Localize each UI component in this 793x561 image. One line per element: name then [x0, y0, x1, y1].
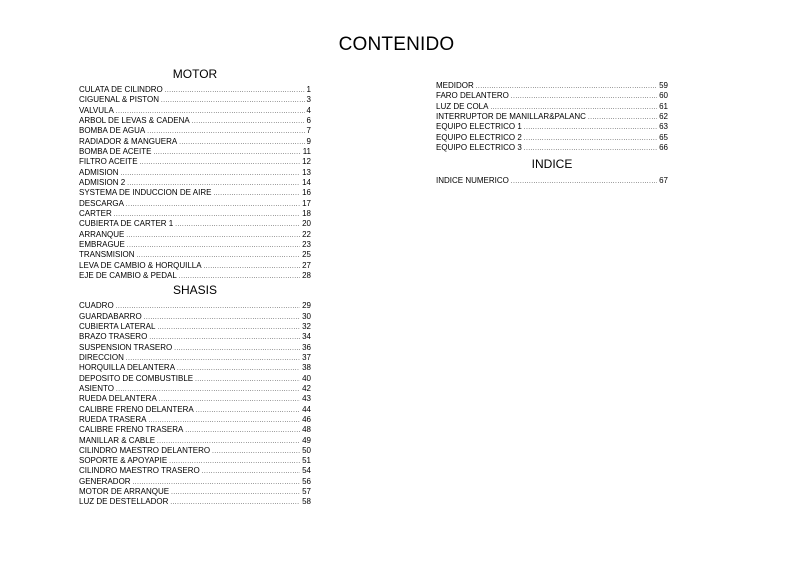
toc-entry-page-number: 17 [302, 198, 311, 208]
toc-entry-page-number: 7 [306, 126, 311, 136]
toc-entry[interactable] [79, 322, 311, 332]
toc-entry[interactable] [79, 374, 311, 384]
toc-entry[interactable] [79, 301, 311, 311]
dot-leader [511, 177, 657, 186]
dot-leader [490, 103, 657, 112]
toc-list [436, 176, 668, 186]
toc-right-column [436, 81, 668, 187]
toc-entry[interactable] [79, 384, 311, 394]
toc-entry-label: DEPOSITO DE COMBUSTIBLE [79, 373, 194, 383]
toc-entry[interactable] [79, 446, 311, 456]
toc-entry-label: MOTOR DE ARRANQUE [79, 487, 170, 497]
toc-entry[interactable] [79, 394, 311, 404]
toc-entry-label: CALIBRE FRENO TRASERA [79, 425, 184, 435]
dot-leader [121, 169, 301, 178]
toc-entry[interactable] [436, 176, 668, 186]
toc-entry[interactable] [79, 126, 311, 136]
dot-leader [212, 447, 300, 456]
dot-leader [174, 344, 300, 353]
toc-entry-page-number: 14 [302, 177, 311, 187]
toc-entry[interactable] [436, 112, 668, 122]
toc-entry-page-number: 13 [302, 167, 311, 177]
toc-entry-page-number: 6 [306, 115, 311, 125]
toc-entry-label: CILINDRO MAESTRO DELANTERO [79, 445, 211, 455]
page-title: CONTENIDO [338, 34, 455, 55]
toc-entry[interactable] [79, 168, 311, 178]
dot-leader [196, 406, 300, 415]
dot-leader [147, 127, 304, 136]
toc-entry-label: CUBIERTA LATERAL [79, 321, 156, 331]
toc-entry[interactable] [79, 363, 311, 373]
toc-entry-page-number: 66 [659, 142, 668, 152]
section-heading-motor: MOTOR [172, 67, 218, 81]
toc-entry[interactable] [436, 81, 668, 91]
toc-entry-label: VALVULA [79, 105, 114, 115]
dot-leader [524, 123, 657, 132]
toc-entry[interactable] [436, 122, 668, 132]
toc-entry-page-number: 23 [302, 239, 311, 249]
toc-entry-page-number: 43 [302, 394, 311, 404]
toc-entry-page-number: 62 [659, 111, 668, 121]
toc-entry-page-number: 60 [659, 91, 668, 101]
toc-entry-label: CALIBRE FRENO DELANTERA [79, 404, 194, 414]
toc-entry-label: CUADRO [79, 301, 114, 311]
toc-entry-label: EQUIPO ELECTRICO 1 [436, 122, 522, 132]
toc-entry-label: MEDIDOR [436, 81, 474, 90]
toc-entry[interactable] [79, 106, 311, 116]
toc-entry-label: SOPORTE & APOYAPIE [79, 456, 168, 466]
toc-entry-label: SYSTEMA DE INDUCCION DE AIRE [79, 188, 212, 198]
toc-entry-page-number: 22 [302, 229, 311, 239]
toc-entry[interactable] [79, 147, 311, 157]
dot-leader [202, 467, 300, 476]
dot-leader [179, 272, 300, 281]
toc-entry-label: LUZ DE DESTELLADOR [79, 497, 169, 507]
toc-entry-page-number: 36 [302, 342, 311, 352]
toc-entry-label: MANILLAR & CABLE [79, 435, 156, 445]
toc-entry-label: GUARDABARRO [79, 311, 142, 321]
dot-leader [133, 478, 301, 487]
toc-entry-label: ARBOL DE LEVAS & CADENA [79, 115, 190, 125]
toc-entry[interactable] [79, 353, 311, 363]
toc-entry-page-number: 57 [302, 487, 311, 497]
section-heading-shasis: SHASIS [172, 283, 217, 298]
toc-entry-label: CARTER [79, 208, 112, 218]
toc-entry-label: ASIENTO [79, 383, 114, 393]
toc-entry-page-number: 46 [302, 414, 311, 424]
toc-entry[interactable] [79, 178, 311, 188]
toc-entry[interactable] [79, 405, 311, 415]
toc-entry-page-number: 1 [306, 85, 311, 94]
dot-leader [171, 488, 300, 497]
toc-entry[interactable] [79, 436, 311, 446]
toc-entry-page-number: 30 [302, 311, 311, 321]
toc-entry-page-number: 32 [302, 321, 311, 331]
toc-entry-label: ADMISION [79, 167, 119, 177]
toc-entry[interactable] [79, 157, 311, 167]
toc-list [79, 301, 311, 508]
toc-entry-label: DESCARGA [79, 198, 124, 208]
dot-leader [116, 385, 300, 394]
dot-leader [159, 395, 300, 404]
toc-entry[interactable] [79, 415, 311, 425]
toc-entry-label: HORQUILLA DELANTERA [79, 363, 176, 373]
toc-entry[interactable] [436, 102, 668, 112]
toc-entry[interactable] [79, 219, 311, 229]
toc-entry[interactable] [79, 85, 311, 95]
toc-entry-page-number: 58 [302, 497, 311, 507]
dot-leader [153, 148, 300, 157]
toc-entry-page-number: 48 [302, 425, 311, 435]
dot-leader [126, 354, 300, 363]
toc-entry-label: EQUIPO ELECTRICO 2 [436, 132, 522, 142]
toc-entry-page-number: 29 [302, 301, 311, 311]
dot-leader [204, 262, 301, 271]
dot-leader [524, 144, 657, 153]
toc-entry-page-number: 54 [302, 466, 311, 476]
dot-leader [140, 158, 301, 167]
toc-entry[interactable] [79, 250, 311, 260]
toc-entry-page-number: 37 [302, 352, 311, 362]
toc-entry[interactable] [79, 95, 311, 105]
dot-leader [195, 375, 300, 384]
toc-entry-page-number: 34 [302, 332, 311, 342]
dot-leader [116, 107, 305, 116]
toc-entry[interactable] [79, 332, 311, 342]
dot-leader [157, 437, 300, 446]
toc-entry[interactable] [79, 466, 311, 476]
dot-leader [144, 313, 300, 322]
dot-leader [588, 113, 657, 122]
toc-entry-page-number: 65 [659, 132, 668, 142]
toc-entry-page-number: 28 [302, 270, 311, 280]
toc-entry[interactable] [79, 188, 311, 198]
toc-entry-page-number: 63 [659, 122, 668, 132]
toc-entry[interactable] [79, 261, 311, 271]
toc-entry-label: BRAZO TRASERO [79, 332, 148, 342]
toc-entry[interactable] [79, 230, 311, 240]
dot-leader [157, 323, 300, 332]
toc-entry-label: BOMBA DE AGUA [79, 126, 146, 136]
toc-entry-label: INDICE NUMERICO [436, 176, 509, 186]
toc-entry[interactable] [79, 425, 311, 435]
toc-entry[interactable] [79, 116, 311, 126]
toc-entry[interactable] [79, 209, 311, 219]
dot-leader [114, 210, 300, 219]
toc-entry-label: CIGUENAL & PISTON [79, 95, 160, 105]
toc-entry-page-number: 27 [302, 260, 311, 270]
toc-entry[interactable] [79, 240, 311, 250]
toc-entry-label: CULATA DE CILINDRO [79, 85, 163, 94]
toc-entry-label: LUZ DE COLA [436, 101, 489, 111]
toc-entry[interactable] [79, 137, 311, 147]
toc-entry-page-number: 44 [302, 404, 311, 414]
dot-leader [127, 179, 300, 188]
toc-left-column [79, 67, 311, 508]
toc-entry-label: CILINDRO MAESTRO TRASERO [79, 466, 200, 476]
toc-list [436, 81, 668, 153]
dot-leader [192, 117, 305, 126]
dot-leader [126, 231, 300, 240]
toc-entry-page-number: 4 [306, 105, 311, 115]
dot-leader [213, 189, 300, 198]
toc-entry[interactable] [79, 477, 311, 487]
toc-entry-label: EMBRAGUE [79, 239, 125, 249]
toc-entry-page-number: 18 [302, 208, 311, 218]
toc-entry-label: CUBIERTA DE CARTER 1 [79, 219, 174, 229]
toc-entry-page-number: 42 [302, 383, 311, 393]
toc-entry-label: TRANSMISION [79, 250, 135, 260]
toc-entry[interactable] [79, 456, 311, 466]
toc-list [79, 85, 311, 281]
toc-entry-page-number: 25 [302, 250, 311, 260]
toc-entry[interactable] [79, 487, 311, 497]
dot-leader [524, 134, 657, 143]
toc-entry-label: BOMBA DE ACEITE [79, 146, 152, 156]
section-heading-indice: INDICE [531, 157, 573, 172]
toc-entry[interactable] [79, 271, 311, 281]
toc-entry-label: EQUIPO ELECTRICO 3 [436, 142, 522, 152]
toc-entry-page-number: 61 [659, 101, 668, 111]
toc-entry-label: RUEDA DELANTERA [79, 394, 157, 404]
toc-entry-label: SUSPENSION TRASERO [79, 342, 173, 352]
toc-entry-page-number: 38 [302, 363, 311, 373]
dot-leader [177, 364, 300, 373]
dot-leader [175, 220, 300, 229]
dot-leader [169, 457, 300, 466]
toc-entry-page-number: 3 [306, 95, 311, 105]
toc-entry-page-number: 50 [302, 445, 311, 455]
dot-leader [511, 92, 657, 101]
toc-entry-page-number: 56 [302, 476, 311, 486]
dot-leader [137, 251, 301, 260]
toc-entry-page-number: 51 [302, 456, 311, 466]
toc-entry-label: ARRANQUE [79, 229, 125, 239]
toc-entry-page-number: 11 [302, 146, 311, 156]
toc-entry-page-number: 49 [302, 435, 311, 445]
toc-entry-label: FILTRO ACEITE [79, 157, 138, 167]
toc-entry-page-number: 20 [302, 219, 311, 229]
dot-leader [170, 498, 300, 507]
dot-leader [476, 82, 657, 91]
toc-entry[interactable] [79, 497, 311, 507]
toc-entry-page-number: 16 [302, 188, 311, 198]
toc-entry-page-number: 67 [659, 176, 668, 186]
toc-entry-label: ADMISION 2 [79, 177, 126, 187]
toc-entry-label: INTERRUPTOR DE MANILLAR&PALANC [436, 111, 586, 121]
dot-leader [126, 200, 300, 209]
toc-entry[interactable] [79, 312, 311, 322]
toc-entry-page-number: 59 [659, 81, 668, 90]
dot-leader [127, 241, 300, 250]
toc-entry[interactable] [436, 91, 668, 101]
toc-entry-page-number: 9 [306, 136, 311, 146]
toc-entry-label: EJE DE CAMBIO & PEDAL [79, 270, 177, 280]
toc-entry[interactable] [436, 143, 668, 153]
toc-entry-page-number: 40 [302, 373, 311, 383]
dot-leader [161, 96, 305, 105]
toc-entry[interactable] [436, 133, 668, 143]
dot-leader [149, 333, 300, 342]
toc-entry-label: RADIADOR & MANGUERA [79, 136, 178, 146]
toc-entry-label: GENERADOR [79, 476, 131, 486]
dot-leader [185, 426, 300, 435]
toc-entry-label: FARO DELANTERO [436, 91, 509, 101]
toc-entry[interactable] [79, 343, 311, 353]
dot-leader [148, 416, 300, 425]
dot-leader [165, 86, 305, 95]
toc-entry[interactable] [79, 199, 311, 209]
dot-leader [116, 302, 300, 311]
toc-entry-label: DIRECCION [79, 352, 124, 362]
toc-entry-label: LEVA DE CAMBIO & HORQUILLA [79, 260, 202, 270]
toc-entry-label: RUEDA TRASERA [79, 414, 147, 424]
toc-entry-page-number: 12 [302, 157, 311, 167]
dot-leader [179, 138, 304, 147]
